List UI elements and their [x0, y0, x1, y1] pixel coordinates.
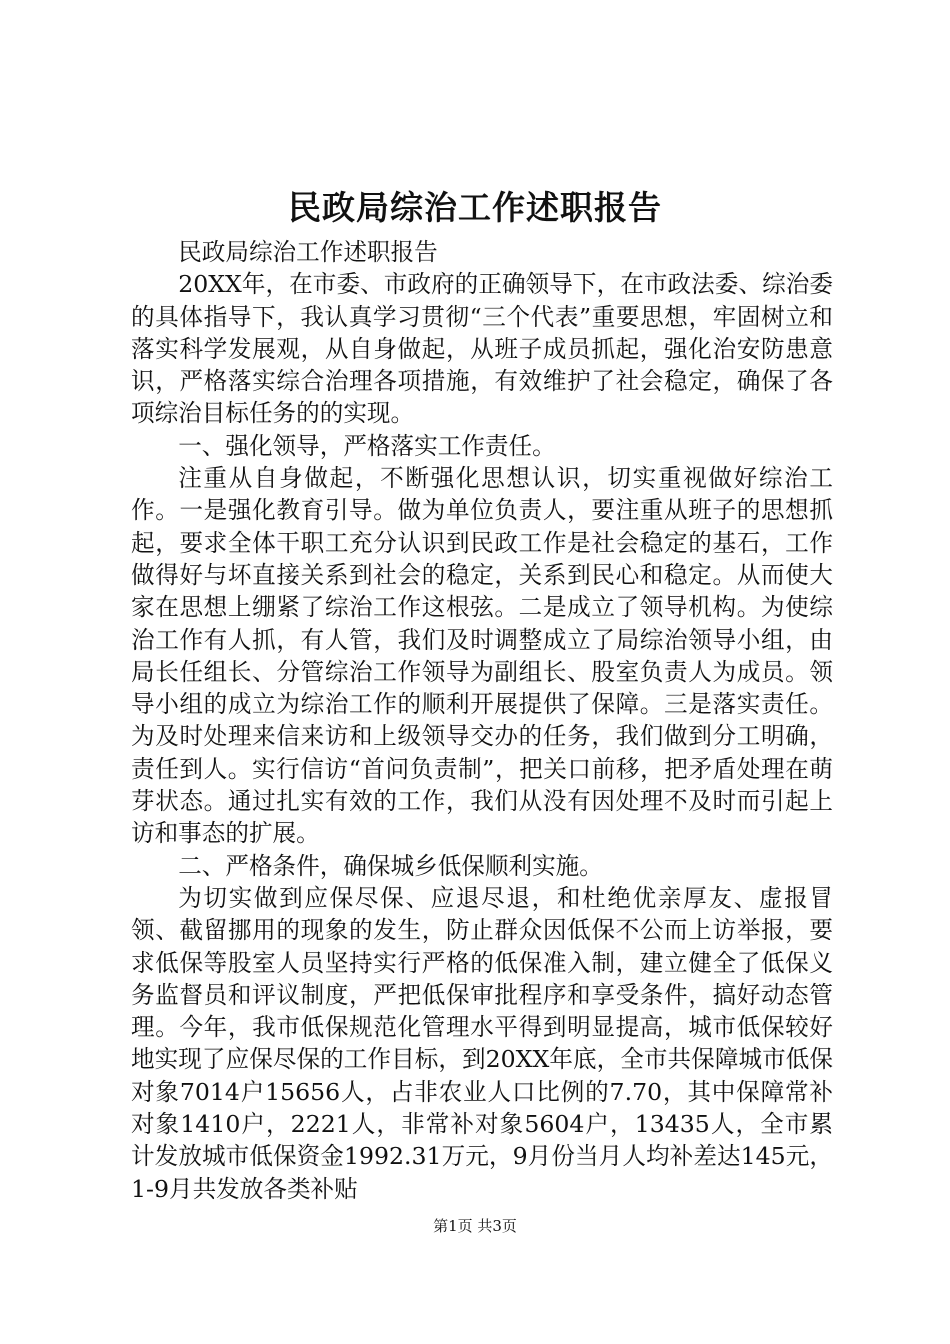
paragraph-subtitle: 民政局综治工作述职报告	[178, 238, 438, 266]
page-footer: 第1页 共3页	[433, 1217, 517, 1235]
document-title: 民政局综治工作述职报告	[288, 188, 662, 227]
paragraph-intro: 20XX年，在市委、市政府的正确领导下，在市政法委、综治委的具体指导下，我认真学习贯彻“三个代表”重要思想，牢固树立和落实科学发展观，从自身做起，从班子成员抓起，强化治安防患意识，严格落实综合治理各项措施，有效维护了社会稳定，确保了各项综治目标任务的的实现。	[131, 270, 833, 428]
section-heading-1: 一、强化领导，严格落实工作责任。	[178, 431, 556, 460]
paragraph-section-2: 为切实做到应保尽保、应退尽退，和杜绝优亲厚友、虚报冒领、截留挪用的现象的发生，防止群众因低保不公而上访举报，要求低保等股室人员坚持实行严格的低保准入制，建立健全了低保义务监督员和评议制度，严把低保审批程序和享受条件，搞好动态管理。今年，我市低保规范化管理水平得到明显提高，城市低保较好地实现了应保尽保的工作目标，到20XX年底，全市共保障城市低保对象7014户15656人，占非农业人口比例的7.70，其中保障常补对象1410户，2221人，非常补对象5604户，13435人，全市累计发放城市低保资金1992.31万元，9月份当月人均补差达145元，1-9月共发放各类补贴	[131, 883, 833, 1203]
document-body	[131, 236, 833, 1205]
section-heading-2: 二、严格条件，确保城乡低保顺利实施。	[178, 851, 603, 880]
paragraph-section-1: 注重从自身做起，不断强化思想认识，切实重视做好综治工作。一是强化教育引导。做为单位负责人，要注重从班子的思想抓起，要求全体干职工充分认识到民政工作是社会稳定的基石，工作做得好与坏直接关系到社会的稳定，关系到民心和稳定。从而使大家在思想上绷紧了综治工作这根弦。二是成立了领导机构。为使综治工作有人抓，有人管，我们及时调整成立了局综治领导小组，由局长任组长、分管综治工作领导为副组长、股室负责人为成员。领导小组的成立为综治工作的顺利开展提供了保障。三是落实责任。为及时处理来信来访和上级领导交办的任务，我们做到分工明确，责任到人。实行信访“首问负责制”，把关口前移，把矛盾处理在萌芽状态。通过扎实有效的工作，我们从没有因处理不及时而引起上访和事态的扩展。	[131, 464, 833, 848]
